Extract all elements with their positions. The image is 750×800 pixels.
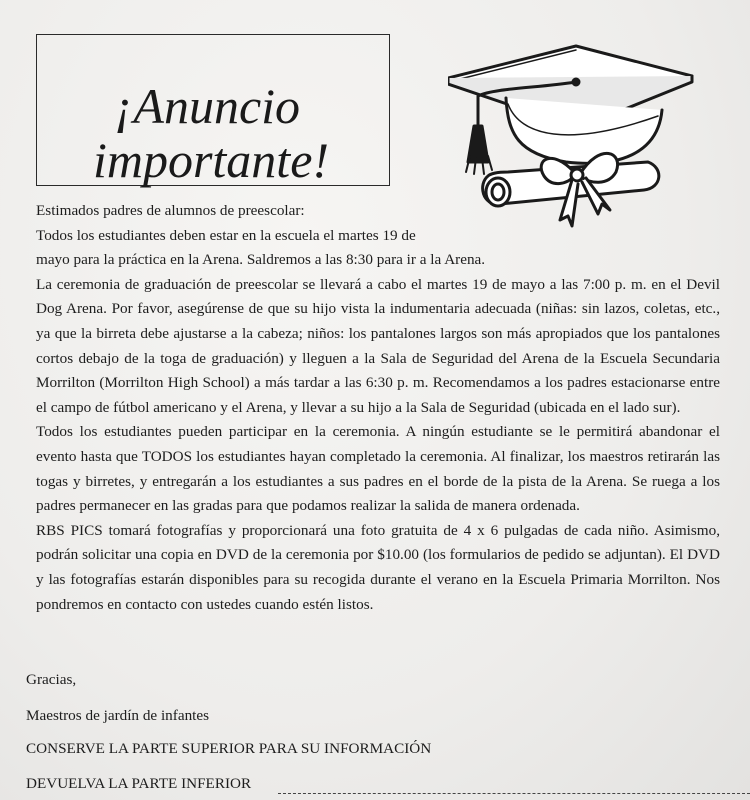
greeting: Estimados padres de alumnos de preescolar: bbox=[36, 202, 305, 219]
keep-top-instruction: CONSERVE LA PARTE SUPERIOR PARA SU INFORMACIÓN bbox=[26, 740, 432, 757]
title-line-1: ¡Anuncio bbox=[113, 78, 301, 134]
title-box bbox=[36, 34, 390, 186]
participation-paragraph: Todos los estudiantes pueden participar en la ceremonia. A ningún estudiante se le permitirá abandonar el evento hasta que TODOS los estudiantes hayan completado la ceremonia. Al finalizar, los maestros retirarán las togas y birretes, y entregarán a los estudiantes a sus padres en el borde de la pista de la Arena. Se ruega a los padres permanecer en las gradas para que podamos realizar la salida de manera ordenada. bbox=[36, 423, 720, 515]
closing-signature: Maestros de jardín de infantes bbox=[26, 707, 210, 724]
practice-line-2: mayo para la práctica en la Arena. Saldremos a las 8:30 para ir a la Arena. bbox=[36, 251, 486, 269]
tear-line bbox=[278, 793, 750, 794]
practice-line-1: Todos los estudiantes deben estar en la escuela el martes 19 de bbox=[36, 226, 416, 244]
closing-thanks: Gracias, bbox=[26, 671, 77, 688]
title-line-2: importante! bbox=[92, 132, 330, 188]
letter-body bbox=[30, 199, 720, 617]
return-bottom-instruction: DEVUELVA LA PARTE INFERIOR bbox=[26, 775, 252, 792]
ceremony-paragraph: La ceremonia de graduación de preescolar se llevará a cabo el martes 19 de mayo a las 7:00 p. m. en el Devil Dog Arena. Por favor, asegúrense de que su hijo vista la indumentaria adecuada (niñas: sin lazos, coletas, etc., ya que la birreta debe ajustarse a la cabeza; niños: los pantalones largos son más apropiados que los pantalones cortos debajo de la toga de graduación) y lleguen a la Sala de Seguridad del Arena de la Escuela Secundaria Morrilton (Morrilton High School) a más tardar a las 6:30 p. m. Recomendamos a los padres estacionarse entre el campo de fútbol americano y el Arena, y llevar a su hijo a la Sala de Seguridad (ubicada en el lado sur). bbox=[36, 275, 720, 416]
photos-paragraph: RBS PICS tomará fotografías y proporcionará una foto gratuita de 4 x 6 pulgadas de cada niño. Asimismo, podrán solicitar una copia en DVD de la ceremonia por $10.00 (los formularios de pedido se adjuntan). El DVD y las fotografías estarán disponibles para su recogida durante el verano en la Escuela Primaria Morrilton. Nos pondremos en contacto con ustedes cuando estén listos. bbox=[36, 521, 720, 613]
